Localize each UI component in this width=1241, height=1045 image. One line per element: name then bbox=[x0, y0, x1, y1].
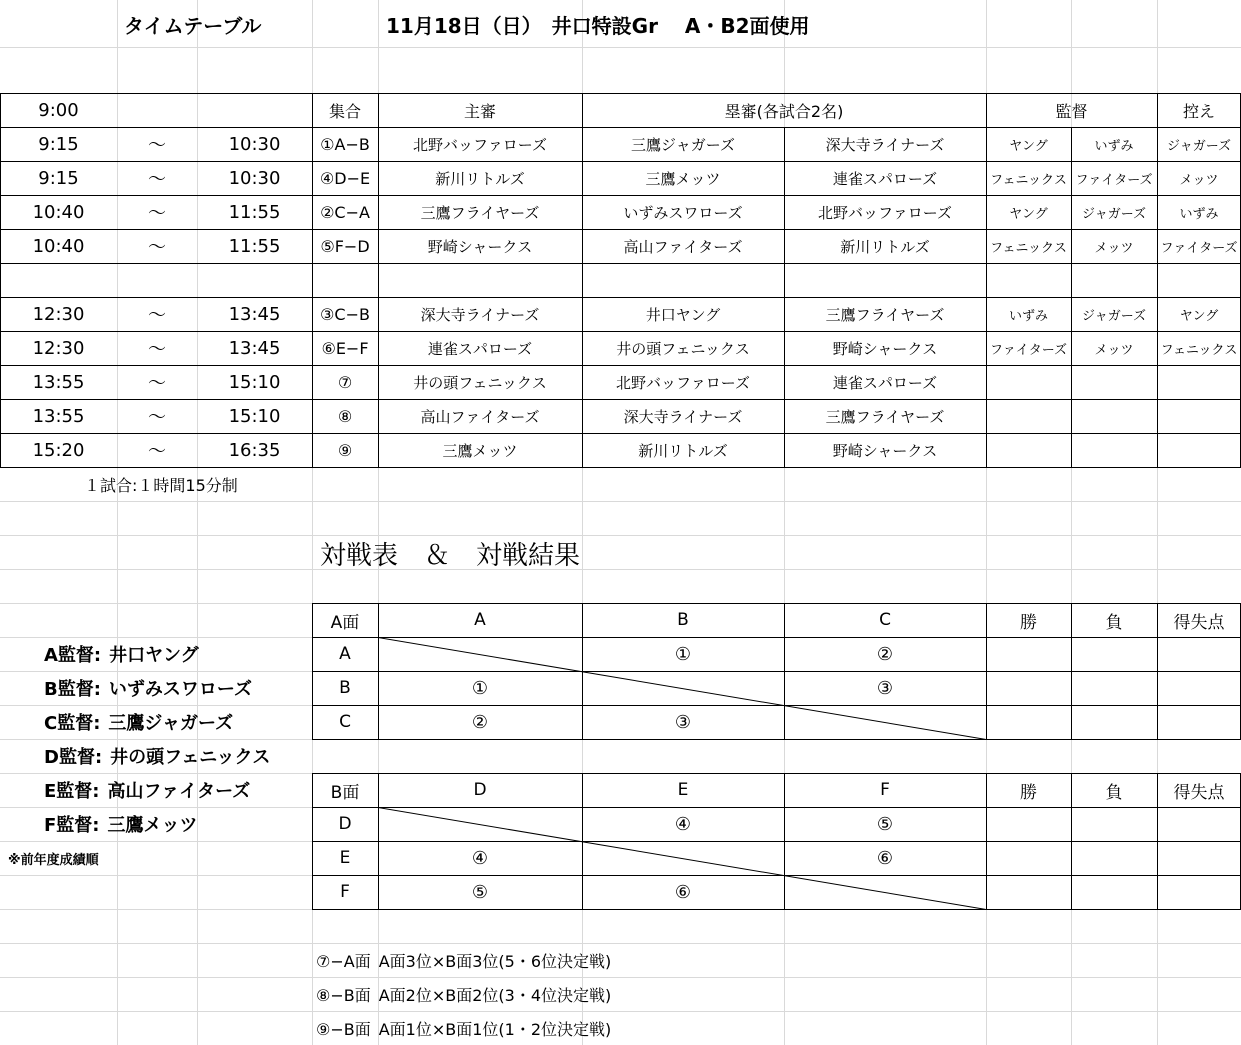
header-assembly[interactable] bbox=[312, 93, 378, 127]
match-code-text: ②C−A bbox=[320, 202, 370, 222]
time-separator[interactable] bbox=[117, 127, 197, 161]
coach-label: D監督: bbox=[44, 747, 103, 768]
start-time[interactable] bbox=[0, 195, 117, 229]
coach-1[interactable] bbox=[986, 195, 1071, 229]
end-time-text: 13:45 bbox=[228, 337, 281, 359]
final-code: ⑧−B面 bbox=[316, 985, 371, 1005]
end-time[interactable] bbox=[197, 365, 312, 399]
coach-2-text: ジャガーズ bbox=[1081, 206, 1147, 222]
match-code[interactable] bbox=[312, 365, 378, 399]
time-separator-text: 〜 bbox=[148, 339, 166, 360]
start-time[interactable] bbox=[0, 297, 117, 331]
coach-label: C監督: bbox=[44, 713, 101, 734]
coach-label: F監督: bbox=[44, 815, 100, 836]
reserve-team[interactable] bbox=[1157, 399, 1241, 433]
end-time-text: 11:55 bbox=[228, 201, 281, 223]
reserve-team[interactable] bbox=[1157, 365, 1241, 399]
base-umpire-1[interactable] bbox=[582, 229, 784, 263]
end-time[interactable] bbox=[197, 433, 312, 467]
time-separator[interactable] bbox=[117, 399, 197, 433]
coach-1-text: ヤング bbox=[1009, 138, 1048, 154]
start-time[interactable] bbox=[0, 433, 117, 467]
group-a-match-cell-text: ③ bbox=[876, 677, 894, 699]
coach-1-text: ヤング bbox=[1009, 206, 1048, 222]
base-umpire-1-text: 新川リトルズ bbox=[638, 441, 728, 460]
gridline bbox=[0, 47, 1241, 48]
match-code-text: ⑧ bbox=[337, 406, 353, 426]
end-time[interactable] bbox=[197, 195, 312, 229]
coach-team: 高山ファイターズ bbox=[107, 781, 251, 802]
base-umpire-1-text: 三鷹メッツ bbox=[645, 169, 721, 188]
umpire-team-text: 三鷹フライヤーズ bbox=[420, 203, 540, 222]
time-separator[interactable] bbox=[117, 433, 197, 467]
base-umpire-1[interactable] bbox=[582, 127, 784, 161]
coach-team: いずみスワローズ bbox=[108, 679, 253, 700]
group-b-stat-header[interactable] bbox=[1071, 773, 1157, 807]
umpire-team[interactable] bbox=[378, 127, 582, 161]
base-umpire-1-text: 北野バッファローズ bbox=[616, 373, 750, 392]
coach-team: 井の頭フェニックス bbox=[110, 747, 271, 768]
coach-2-text: いずみ bbox=[1094, 138, 1134, 154]
end-time[interactable] bbox=[197, 399, 312, 433]
end-time-text: 15:10 bbox=[228, 371, 281, 393]
match-code[interactable] bbox=[312, 399, 378, 433]
coach-1[interactable] bbox=[986, 161, 1071, 195]
coach-note-text: ※前年度成績順 bbox=[8, 852, 99, 868]
umpire-team-text: 新川リトルズ bbox=[435, 169, 525, 188]
reserve-team[interactable] bbox=[1157, 195, 1241, 229]
group-a-match-cell[interactable] bbox=[582, 705, 784, 739]
sheet-title-text: タイムテーブル bbox=[124, 13, 262, 38]
base-umpire-1[interactable] bbox=[582, 195, 784, 229]
time-separator-text: 〜 bbox=[148, 373, 166, 394]
time-separator-text: 〜 bbox=[148, 305, 166, 326]
reserve-team[interactable] bbox=[1157, 331, 1241, 365]
base-umpire-2-text: 連雀スパローズ bbox=[832, 373, 938, 392]
end-time-text: 11:55 bbox=[228, 235, 281, 257]
coach-2[interactable] bbox=[1071, 297, 1157, 331]
coach-2-text: ファイターズ bbox=[1075, 172, 1153, 188]
group-b-match-cell-text: ⑥ bbox=[674, 881, 692, 903]
match-code-text: ④D−E bbox=[319, 168, 371, 188]
end-time[interactable] bbox=[197, 331, 312, 365]
coach-team: 井口ヤング bbox=[109, 645, 199, 666]
coach-2-text: メッツ bbox=[1094, 342, 1134, 358]
coach-label: E監督: bbox=[44, 781, 100, 802]
final-note bbox=[316, 977, 976, 1011]
header-coach[interactable] bbox=[986, 93, 1157, 127]
coach-team: 三鷹メッツ bbox=[107, 815, 198, 836]
umpire-team-text: 北野バッファローズ bbox=[413, 135, 547, 154]
group-b-stat-header-text: 負 bbox=[1105, 782, 1123, 803]
group-b-stat-header-text: 勝 bbox=[1020, 782, 1037, 803]
start-time-text: 15:20 bbox=[32, 439, 85, 461]
matchup-title-text: 対戦表 ＆ 対戦結果 bbox=[320, 540, 581, 571]
coach-2[interactable] bbox=[1071, 365, 1157, 399]
coach-2[interactable] bbox=[1071, 195, 1157, 229]
match-code[interactable] bbox=[312, 195, 378, 229]
match-code[interactable] bbox=[312, 433, 378, 467]
group-b-match-cell[interactable] bbox=[582, 807, 784, 841]
base-umpire-1-text: 三鷹ジャガーズ bbox=[631, 135, 735, 154]
match-code[interactable] bbox=[312, 229, 378, 263]
start-time[interactable] bbox=[0, 229, 117, 263]
header-base-umpires-text: 塁審(各試合2名) bbox=[724, 101, 844, 121]
group-a-label-text: A面 bbox=[330, 612, 360, 633]
coach-2[interactable] bbox=[1071, 399, 1157, 433]
base-umpire-2[interactable] bbox=[784, 161, 986, 195]
group-b-match-cell[interactable] bbox=[378, 841, 582, 875]
match-code[interactable] bbox=[312, 331, 378, 365]
header-coach-text: 監督 bbox=[1055, 101, 1088, 121]
base-umpire-1-text: いずみスワローズ bbox=[623, 203, 743, 222]
group-b-col-team-text: E bbox=[677, 780, 689, 800]
coach-1[interactable] bbox=[986, 229, 1071, 263]
group-b-match-cell[interactable] bbox=[582, 875, 784, 909]
coach-2[interactable] bbox=[1071, 433, 1157, 467]
base-umpire-1-text: 深大寺ライナーズ bbox=[623, 407, 743, 426]
group-a-row-team-text: C bbox=[339, 712, 351, 732]
game-duration-note-text: １試合:１時間15分制 bbox=[84, 475, 238, 495]
coach-2-text: メッツ bbox=[1094, 240, 1134, 256]
base-umpire-1[interactable] bbox=[582, 297, 784, 331]
coach-entry bbox=[44, 637, 312, 671]
final-note bbox=[316, 1011, 976, 1045]
end-time-text: 10:30 bbox=[228, 133, 281, 155]
group-a-match-cell-text: ② bbox=[876, 643, 894, 665]
group-b-row-team-text: E bbox=[339, 848, 351, 868]
sheet-title[interactable] bbox=[120, 4, 334, 44]
start-time-text: 9:15 bbox=[38, 133, 79, 155]
group-b-match-cell-text: ⑤ bbox=[876, 813, 894, 835]
start-time-text: 12:30 bbox=[32, 303, 85, 325]
coach-entry bbox=[44, 773, 312, 807]
coach-1[interactable] bbox=[986, 399, 1071, 433]
coach-1-text: ファイターズ bbox=[989, 342, 1068, 358]
group-b-col-team[interactable] bbox=[784, 773, 986, 807]
group-b-stat-header-text: 得失点 bbox=[1173, 782, 1225, 803]
reserve-team[interactable] bbox=[1157, 297, 1241, 331]
base-umpire-2-text: 北野バッファローズ bbox=[818, 203, 952, 222]
group-a-row-team-text: A bbox=[339, 644, 351, 664]
group-a-match-cell-text: ③ bbox=[674, 711, 692, 733]
header-reserve-text: 控え bbox=[1182, 101, 1215, 121]
assembly-time[interactable] bbox=[0, 93, 117, 127]
time-separator[interactable] bbox=[117, 297, 197, 331]
base-umpire-2-text: 新川リトルズ bbox=[840, 237, 930, 256]
final-note bbox=[316, 943, 976, 977]
umpire-team[interactable] bbox=[378, 161, 582, 195]
base-umpire-1-text: 高山ファイターズ bbox=[623, 237, 743, 256]
coach-entry bbox=[44, 671, 312, 705]
group-a-col-team[interactable] bbox=[378, 603, 582, 637]
start-time-text: 10:40 bbox=[32, 201, 85, 223]
group-a-match-cell[interactable] bbox=[784, 671, 986, 705]
start-time-text: 10:40 bbox=[32, 235, 85, 257]
coach-1[interactable] bbox=[986, 433, 1071, 467]
umpire-team-text: 高山ファイターズ bbox=[420, 407, 540, 426]
group-b-label[interactable] bbox=[312, 773, 378, 807]
coach-2[interactable] bbox=[1071, 127, 1157, 161]
group-b-match-cell-text: ⑤ bbox=[471, 881, 489, 903]
base-umpire-2[interactable] bbox=[784, 297, 986, 331]
group-b-match-cell-text: ④ bbox=[471, 847, 489, 869]
match-code-text: ③C−B bbox=[320, 304, 370, 324]
gridline bbox=[0, 501, 1241, 502]
base-umpire-1[interactable] bbox=[582, 433, 784, 467]
reserve-team[interactable] bbox=[1157, 229, 1241, 263]
match-code-text: ①A−B bbox=[320, 134, 370, 154]
base-umpire-2-text: 野崎シャークス bbox=[832, 441, 938, 460]
umpire-team-text: 井の頭フェニックス bbox=[413, 373, 547, 392]
umpire-team[interactable] bbox=[378, 433, 582, 467]
final-desc: A面2位×B面2位(3・4位決定戦) bbox=[378, 985, 612, 1005]
final-desc: A面1位×B面1位(1・2位決定戦) bbox=[378, 1019, 612, 1039]
end-time-text: 16:35 bbox=[228, 439, 281, 461]
coach-entry bbox=[44, 807, 312, 841]
time-separator[interactable] bbox=[117, 195, 197, 229]
end-time-text: 13:45 bbox=[228, 303, 281, 325]
group-b-row-team[interactable] bbox=[312, 841, 378, 875]
final-code: ⑦−A面 bbox=[316, 951, 371, 971]
coach-1[interactable] bbox=[986, 297, 1071, 331]
group-b-row-team[interactable] bbox=[312, 807, 378, 841]
time-separator[interactable] bbox=[117, 229, 197, 263]
group-b-col-team-text: F bbox=[880, 780, 890, 800]
group-a-row-team[interactable] bbox=[312, 671, 378, 705]
final-desc: A面3位×B面3位(5・6位決定戦) bbox=[378, 951, 612, 971]
time-separator[interactable] bbox=[117, 331, 197, 365]
umpire-team[interactable] bbox=[378, 229, 582, 263]
reserve-team-text: ジャガーズ bbox=[1166, 138, 1232, 154]
group-a-match-cell[interactable] bbox=[582, 637, 784, 671]
umpire-team-text: 深大寺ライナーズ bbox=[420, 305, 540, 324]
matchup-title[interactable] bbox=[316, 535, 904, 571]
header-umpire-text: 主審 bbox=[463, 101, 496, 121]
group-b-col-team[interactable] bbox=[582, 773, 784, 807]
umpire-team-text: 三鷹メッツ bbox=[442, 441, 518, 460]
base-umpire-2[interactable] bbox=[784, 195, 986, 229]
base-umpire-2-text: 三鷹フライヤーズ bbox=[825, 305, 945, 324]
group-a-match-cell-text: ① bbox=[674, 643, 692, 665]
header-umpire[interactable] bbox=[378, 93, 582, 127]
coach-label: B監督: bbox=[44, 679, 101, 700]
start-time[interactable] bbox=[0, 365, 117, 399]
umpire-team[interactable] bbox=[378, 331, 582, 365]
coach-1[interactable] bbox=[986, 127, 1071, 161]
coach-1-text: フェニックス bbox=[990, 172, 1067, 188]
time-separator[interactable] bbox=[117, 365, 197, 399]
group-b-col-team[interactable] bbox=[378, 773, 582, 807]
group-a-match-cell[interactable] bbox=[784, 637, 986, 671]
time-separator-text: 〜 bbox=[148, 237, 166, 258]
start-time-text: 12:30 bbox=[32, 337, 85, 359]
group-a-col-team[interactable] bbox=[784, 603, 986, 637]
group-a-match-cell[interactable] bbox=[378, 671, 582, 705]
group-b-row-team-text: F bbox=[340, 882, 350, 902]
umpire-team-text: 野崎シャークス bbox=[427, 237, 533, 256]
group-a-label[interactable] bbox=[312, 603, 378, 637]
reserve-team-text: いずみ bbox=[1179, 206, 1219, 222]
coach-2[interactable] bbox=[1071, 161, 1157, 195]
base-umpire-2[interactable] bbox=[784, 399, 986, 433]
base-umpire-1-text: 井の頭フェニックス bbox=[616, 339, 750, 358]
group-b-stat-header[interactable] bbox=[1157, 773, 1241, 807]
group-b-match-cell-text: ⑥ bbox=[876, 847, 894, 869]
group-a-match-cell-text: ① bbox=[471, 677, 489, 699]
reserve-team[interactable] bbox=[1157, 161, 1241, 195]
reserve-team-text: フェニックス bbox=[1160, 342, 1238, 358]
group-b-match-cell[interactable] bbox=[784, 841, 986, 875]
start-time[interactable] bbox=[0, 331, 117, 365]
coach-2[interactable] bbox=[1071, 229, 1157, 263]
group-a-match-cell-text: ② bbox=[471, 711, 489, 733]
base-umpire-2-text: 連雀スパローズ bbox=[832, 169, 938, 188]
group-b-col-team-text: D bbox=[473, 780, 487, 800]
group-a-stat-header-text: 負 bbox=[1105, 612, 1123, 633]
group-a-stat-header[interactable] bbox=[986, 603, 1071, 637]
group-a-col-team-text: C bbox=[879, 610, 891, 630]
coach-entry bbox=[44, 739, 312, 773]
match-code-text: ⑨ bbox=[337, 440, 353, 460]
base-umpire-1[interactable] bbox=[582, 331, 784, 365]
end-time[interactable] bbox=[197, 229, 312, 263]
group-b-match-cell[interactable] bbox=[784, 807, 986, 841]
reserve-team-text: ヤング bbox=[1179, 308, 1219, 324]
umpire-team[interactable] bbox=[378, 365, 582, 399]
end-time-text: 10:30 bbox=[228, 167, 281, 189]
event-title[interactable] bbox=[382, 4, 984, 44]
group-b-match-cell[interactable] bbox=[378, 875, 582, 909]
match-code[interactable] bbox=[312, 161, 378, 195]
group-b-row-team[interactable] bbox=[312, 875, 378, 909]
time-separator-text: 〜 bbox=[148, 407, 166, 428]
base-umpire-2[interactable] bbox=[784, 433, 986, 467]
start-time[interactable] bbox=[0, 161, 117, 195]
group-a-stat-header-text: 勝 bbox=[1020, 612, 1037, 633]
group-a-stat-header-text: 得失点 bbox=[1173, 612, 1225, 633]
start-time-text: 9:15 bbox=[38, 167, 79, 189]
header-reserve[interactable] bbox=[1157, 93, 1241, 127]
end-time[interactable] bbox=[197, 161, 312, 195]
group-a-row-team-text: B bbox=[339, 678, 351, 698]
final-code: ⑨−B面 bbox=[316, 1019, 371, 1039]
base-umpire-2[interactable] bbox=[784, 229, 986, 263]
group-a-col-team-text: A bbox=[474, 610, 486, 630]
border-line bbox=[312, 909, 1241, 910]
time-separator-text: 〜 bbox=[148, 169, 166, 190]
match-code-text: ⑤F−D bbox=[320, 236, 370, 256]
coach-label: A監督: bbox=[44, 645, 102, 666]
match-code-text: ⑦ bbox=[337, 372, 353, 392]
umpire-team[interactable] bbox=[378, 297, 582, 331]
base-umpire-2-text: 三鷹フライヤーズ bbox=[825, 407, 945, 426]
reserve-team-text: メッツ bbox=[1179, 172, 1219, 188]
umpire-team-text: 連雀スパローズ bbox=[427, 339, 533, 358]
start-time-text: 13:55 bbox=[32, 371, 85, 393]
base-umpire-1[interactable] bbox=[582, 365, 784, 399]
base-umpire-1[interactable] bbox=[582, 161, 784, 195]
group-b-row-team-text: D bbox=[338, 814, 352, 834]
reserve-team[interactable] bbox=[1157, 127, 1241, 161]
end-time[interactable] bbox=[197, 127, 312, 161]
base-umpire-2[interactable] bbox=[784, 331, 986, 365]
base-umpire-2-text: 野崎シャークス bbox=[832, 339, 938, 358]
time-separator-text: 〜 bbox=[148, 135, 166, 156]
group-b-stat-header[interactable] bbox=[986, 773, 1071, 807]
match-code[interactable] bbox=[312, 127, 378, 161]
group-a-col-team[interactable] bbox=[582, 603, 784, 637]
border-line bbox=[312, 739, 1241, 740]
reserve-team-text: ファイターズ bbox=[1160, 240, 1238, 256]
group-b-label-text: B面 bbox=[330, 782, 360, 803]
start-time-text: 13:55 bbox=[32, 405, 85, 427]
coach-1-text: いずみ bbox=[1008, 308, 1048, 324]
match-code[interactable] bbox=[312, 297, 378, 331]
header-base-umpires[interactable] bbox=[582, 93, 986, 127]
reserve-team[interactable] bbox=[1157, 433, 1241, 467]
match-code-text: ⑥E−F bbox=[321, 338, 369, 358]
time-separator-text: 〜 bbox=[148, 441, 166, 462]
event-title-text: 11月18日（日） 井口特設Gr A・B2面使用 bbox=[386, 13, 810, 38]
coach-2-text: ジャガーズ bbox=[1081, 308, 1147, 324]
group-a-row-team[interactable] bbox=[312, 637, 378, 671]
border-line bbox=[0, 263, 1241, 264]
base-umpire-2-text: 深大寺ライナーズ bbox=[825, 135, 945, 154]
coach-1-text: フェニックス bbox=[990, 240, 1067, 256]
game-duration-note[interactable] bbox=[80, 467, 504, 501]
time-separator-text: 〜 bbox=[148, 203, 166, 224]
base-umpire-1-text: 井口ヤング bbox=[645, 305, 721, 324]
group-a-stat-header[interactable] bbox=[1157, 603, 1241, 637]
group-a-stat-header[interactable] bbox=[1071, 603, 1157, 637]
assembly-time-text: 9:00 bbox=[38, 99, 79, 121]
coach-1[interactable] bbox=[986, 365, 1071, 399]
umpire-team[interactable] bbox=[378, 399, 582, 433]
start-time[interactable] bbox=[0, 399, 117, 433]
base-umpire-2[interactable] bbox=[784, 365, 986, 399]
coach-note[interactable] bbox=[4, 841, 204, 875]
group-a-row-team[interactable] bbox=[312, 705, 378, 739]
group-a-col-team-text: B bbox=[677, 610, 689, 630]
time-separator[interactable] bbox=[117, 161, 197, 195]
group-a-match-cell[interactable] bbox=[378, 705, 582, 739]
end-time-text: 15:10 bbox=[228, 405, 281, 427]
base-umpire-2[interactable] bbox=[784, 127, 986, 161]
coach-entry bbox=[44, 705, 312, 739]
umpire-team[interactable] bbox=[378, 195, 582, 229]
coach-2[interactable] bbox=[1071, 331, 1157, 365]
coach-team: 三鷹ジャガーズ bbox=[108, 713, 234, 734]
end-time[interactable] bbox=[197, 297, 312, 331]
base-umpire-1[interactable] bbox=[582, 399, 784, 433]
header-assembly-text: 集合 bbox=[328, 101, 361, 121]
group-b-match-cell-text: ④ bbox=[674, 813, 692, 835]
start-time[interactable] bbox=[0, 127, 117, 161]
coach-1[interactable] bbox=[986, 331, 1071, 365]
